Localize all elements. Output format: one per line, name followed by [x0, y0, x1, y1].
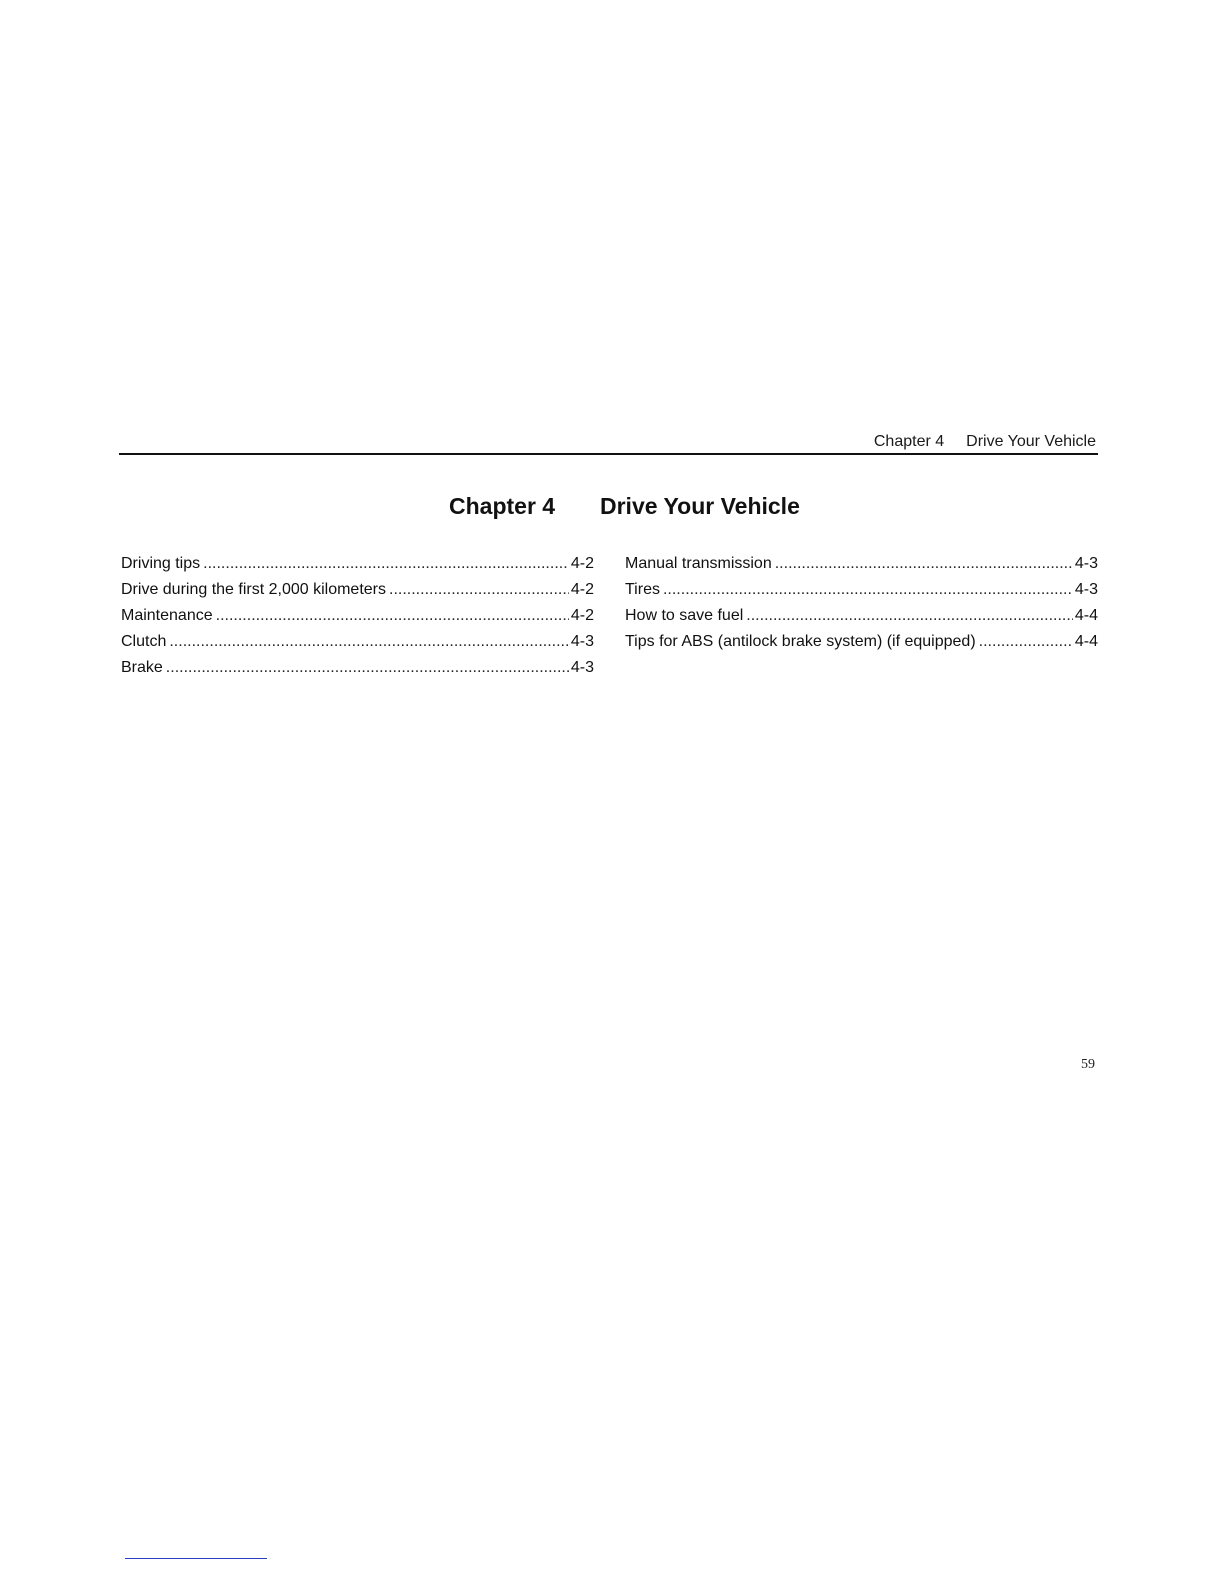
toc-entry-title: Drive during the first 2,000 kilometers — [121, 581, 386, 598]
toc-entry-title: Clutch — [121, 633, 167, 650]
toc-entry[interactable] — [625, 605, 1098, 631]
toc-entry-leader — [979, 631, 1073, 653]
toc-entry-title: Manual transmission — [625, 555, 772, 572]
toc-entry[interactable] — [121, 631, 594, 657]
toc-entry[interactable] — [121, 579, 594, 605]
toc-entry-title: Maintenance — [121, 607, 213, 624]
toc-entry-leader — [203, 553, 569, 575]
chapter-heading-name: Drive Your Vehicle — [600, 493, 800, 519]
toc-entry-page: 4-4 — [1074, 633, 1098, 650]
toc-left-column — [121, 553, 594, 683]
toc-entry-leader — [746, 605, 1073, 627]
toc-entry-leader — [166, 657, 569, 679]
toc-entry[interactable] — [121, 605, 594, 631]
toc-entry-leader — [169, 631, 569, 653]
toc-entry-page: 4-3 — [1074, 555, 1098, 572]
toc-entry-page: 4-2 — [570, 607, 594, 624]
toc-entry-page: 4-3 — [570, 659, 594, 676]
toc-entry-title: Driving tips — [121, 555, 201, 572]
chapter-heading-label: Chapter 4 — [449, 493, 556, 519]
toc-entry[interactable] — [625, 631, 1098, 657]
toc-entry-title: Brake — [121, 659, 163, 676]
toc-entry-title: How to save fuel — [625, 607, 744, 624]
running-header-chapter: Chapter 4 — [873, 433, 945, 450]
toc-entry-title: Tires — [625, 581, 660, 598]
toc-entry-page: 4-3 — [570, 633, 594, 650]
toc-right-column — [625, 553, 1098, 657]
toc-entry-title: Tips for ABS (antilock brake system) (if equipped) — [625, 633, 976, 650]
header-rule — [119, 453, 1098, 455]
toc-entry-page: 4-2 — [570, 555, 594, 572]
toc-entry-page: 4-2 — [570, 581, 594, 598]
bottom-rule — [125, 1558, 267, 1559]
toc-entry-page: 4-4 — [1074, 607, 1098, 624]
toc-entry-leader — [389, 579, 569, 601]
toc-entry-leader — [663, 579, 1073, 601]
toc-entry[interactable] — [625, 553, 1098, 579]
page-number: 59 — [1081, 1057, 1095, 1072]
toc-entry-leader — [775, 553, 1073, 575]
running-header-title: Drive Your Vehicle — [966, 433, 1096, 450]
toc-entry[interactable] — [121, 553, 594, 579]
toc-entry[interactable] — [121, 657, 594, 683]
toc-entry[interactable] — [625, 579, 1098, 605]
toc-entry-page: 4-3 — [1074, 581, 1098, 598]
running-header — [120, 432, 1096, 452]
toc-entry-leader — [216, 605, 569, 627]
